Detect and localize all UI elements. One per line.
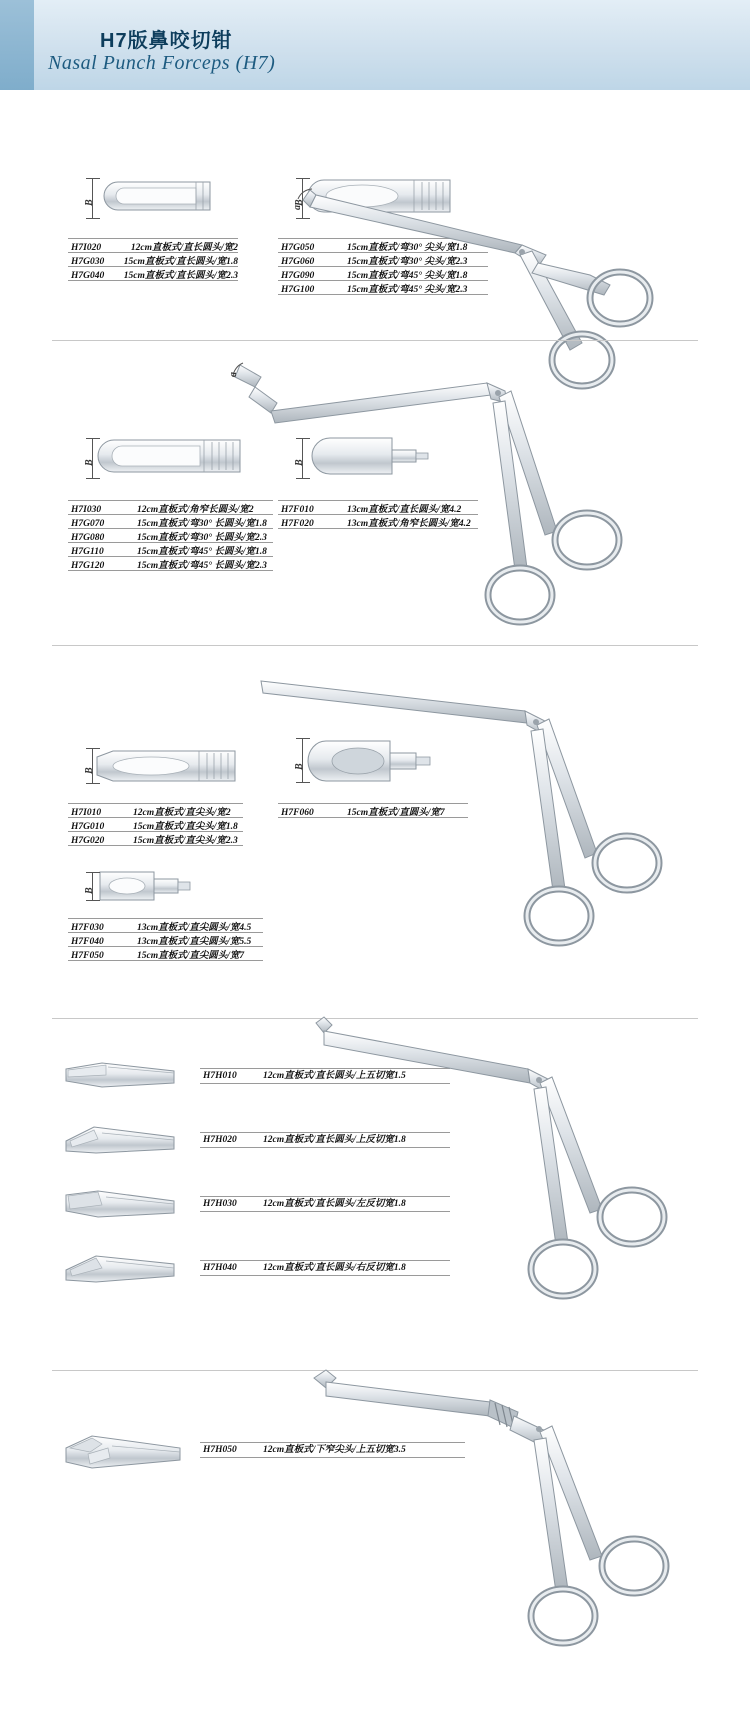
tip-diagram-3a	[95, 743, 245, 788]
table-row	[68, 831, 243, 846]
product-desc: 13cm直板式/角窄长圆头/宽4.2	[347, 519, 471, 529]
section-divider-1	[52, 340, 698, 341]
product-desc: 13cm直板式/直长圆头/宽4.2	[347, 505, 462, 515]
product-desc: 15cm直板式/弯45° 尖头/宽1.8	[347, 271, 468, 281]
jaw-closeup-2	[62, 1121, 182, 1163]
product-desc: 15cm直板式/弯45° 长圆头/宽1.8	[137, 547, 267, 557]
table-3c	[68, 918, 263, 961]
product-desc: 13cm直板式/直尖圆头/宽4.5	[137, 923, 252, 933]
forceps-illustration-2	[215, 355, 685, 645]
product-desc: 12cm直板式/下窄尖头/上五切宽3.5	[263, 1445, 406, 1455]
product-code: H7F060	[281, 808, 314, 818]
product-desc: 15cm直板式/直长圆头/宽1.8	[123, 257, 238, 267]
angle-label-2: a	[228, 372, 239, 377]
product-code: H7I030	[71, 505, 102, 515]
product-code: H7G070	[71, 519, 105, 529]
product-desc: 12cm直板式/直长圆头/右反切宽1.8	[263, 1263, 406, 1273]
product-code: H7G120	[71, 561, 105, 571]
forceps-illustration-5	[290, 1320, 720, 1650]
jaw-closeup-1	[62, 1057, 182, 1097]
angle-label-1: a	[292, 205, 303, 210]
dimension-b-label: B	[84, 459, 95, 466]
product-code: H7F040	[71, 937, 104, 947]
table-row	[68, 252, 238, 266]
table-row	[68, 238, 238, 252]
jaw-closeup-4	[62, 1248, 182, 1290]
forceps-illustration-3	[245, 663, 695, 963]
product-code: H7H050	[203, 1445, 237, 1455]
dimension-b-label: B	[294, 459, 305, 466]
product-desc: 15cm直板式/直尖头/宽2.3	[133, 836, 238, 846]
dimension-b-label: B	[84, 199, 95, 206]
product-code: H7G030	[71, 257, 105, 267]
table-1a	[68, 238, 238, 281]
product-desc: 15cm直板式/弯30° 尖头/宽2.3	[347, 257, 468, 267]
section-2	[0, 345, 750, 645]
product-code: H7F020	[281, 519, 314, 529]
product-code: H7H020	[203, 1135, 237, 1145]
product-code: H7H010	[203, 1071, 237, 1081]
product-code: H7H040	[203, 1263, 237, 1273]
table-3a	[68, 803, 243, 846]
section-3	[0, 648, 750, 1018]
dimension-b-label: B	[84, 767, 95, 774]
tip-diagram-1a	[100, 170, 240, 220]
jaw-closeup-5	[62, 1430, 192, 1475]
product-code: H7G050	[281, 243, 315, 253]
section-1	[0, 90, 750, 340]
tip-diagram-3c	[98, 866, 208, 906]
product-code: H7F010	[281, 505, 314, 515]
product-code: H7G100	[281, 285, 315, 295]
product-code: H7G020	[71, 836, 105, 846]
product-desc: 15cm直板式/弯30° 长圆头/宽2.3	[137, 533, 267, 543]
product-desc: 15cm直板式/弯45° 长圆头/宽2.3	[137, 561, 267, 571]
product-code: H7G080	[71, 533, 105, 543]
product-code: H7G010	[71, 822, 105, 832]
product-desc: 12cm直板式/直尖头/宽2	[133, 808, 231, 818]
product-desc: 12cm直板式/直长圆头/上五切宽1.5	[263, 1071, 406, 1081]
table-row	[68, 946, 263, 961]
table-row	[68, 266, 238, 281]
product-desc: 15cm直板式/直圆头/宽7	[347, 808, 445, 818]
product-desc: 12cm直板式/直长圆头/宽2	[130, 243, 238, 253]
product-code: H7F030	[71, 923, 104, 933]
dimension-b-label: B	[294, 199, 305, 206]
page-header	[0, 0, 750, 90]
jaw-closeup-3	[62, 1185, 182, 1227]
product-code: H7G040	[71, 271, 105, 281]
dimension-b-label: B	[84, 887, 95, 894]
product-desc: 15cm直板式/弯45° 尖头/宽2.3	[347, 285, 468, 295]
product-code: H7I020	[71, 243, 102, 253]
product-code: H7H030	[203, 1199, 237, 1209]
header-accent-bar	[0, 0, 34, 90]
product-code: H7G090	[281, 271, 315, 281]
product-desc: 12cm直板式/角窄长圆头/宽2	[137, 505, 254, 515]
table-row	[68, 803, 243, 817]
table-row	[68, 817, 243, 831]
product-desc: 15cm直板式/弯30° 长圆头/宽1.8	[137, 519, 267, 529]
section-divider-2	[52, 645, 698, 646]
section-5	[0, 1370, 750, 1700]
product-code: H7G060	[281, 257, 315, 267]
table-row	[68, 918, 263, 932]
table-row	[68, 932, 263, 946]
product-desc: 15cm直板式/直尖圆头/宽7	[137, 951, 245, 961]
product-code: H7G110	[71, 547, 104, 557]
forceps-illustration-4	[280, 1005, 700, 1305]
product-code: H7F050	[71, 951, 104, 961]
product-desc: 13cm直板式/直尖圆头/宽5.5	[137, 937, 252, 947]
product-desc: 15cm直板式/直尖头/宽1.8	[133, 822, 238, 832]
section-4	[0, 1020, 750, 1370]
product-code: H7I010	[71, 808, 102, 818]
product-desc: 15cm直板式/弯30° 尖头/宽1.8	[347, 243, 468, 253]
page-title-en: Nasal Punch Forceps (H7)	[48, 52, 276, 74]
product-desc: 12cm直板式/直长圆头/上反切宽1.8	[263, 1135, 406, 1145]
page-title-cn: H7版鼻咬切钳	[100, 30, 233, 52]
product-desc: 15cm直板式/直长圆头/宽2.3	[123, 271, 238, 281]
product-desc: 12cm直板式/直长圆头/左反切宽1.8	[263, 1199, 406, 1209]
dimension-b-label: B	[294, 763, 305, 770]
